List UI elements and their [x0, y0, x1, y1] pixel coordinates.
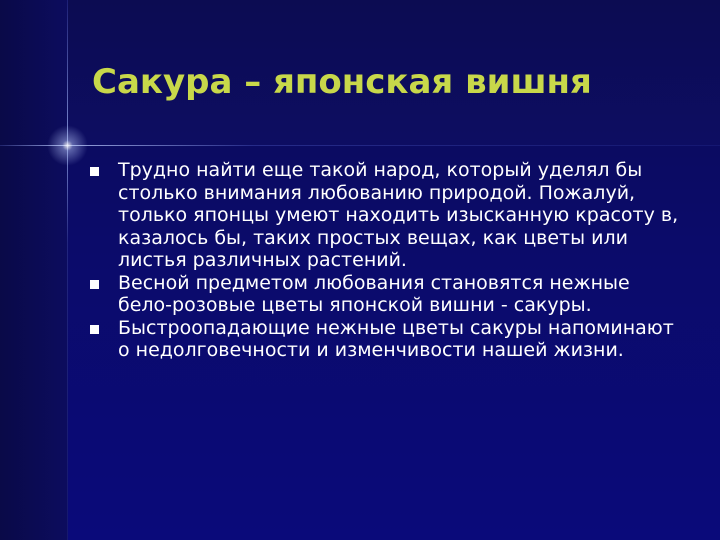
bullet-item [88, 272, 688, 317]
horizontal-accent-line [0, 145, 720, 146]
slide-title: Сакура – японская вишня [92, 62, 592, 102]
bullet-list [88, 159, 688, 362]
bullet-item [88, 159, 688, 272]
bullet-item [88, 317, 688, 362]
bullet-text: Весной предметом любования становятся нежные бело-розовые цветы японской вишни - сакуры. [118, 271, 630, 316]
light-flare [47, 125, 88, 166]
square-bullet-icon [90, 167, 99, 176]
square-bullet-icon [90, 280, 99, 289]
left-band [0, 0, 68, 540]
square-bullet-icon [90, 325, 99, 334]
bullet-text: Быстроопадающие нежные цветы сакуры напоминают о недолговечности и изменчивости нашей жизни. [118, 316, 674, 361]
vertical-accent-line [67, 0, 68, 540]
bullet-text: Трудно найти еще такой народ, который уделял бы столько внимания любованию природой. Пожалуй, только японцы умеют находить изысканную красоту в, казалось бы, таких простых вещах, как цветы или листья различных растений. [118, 159, 679, 271]
